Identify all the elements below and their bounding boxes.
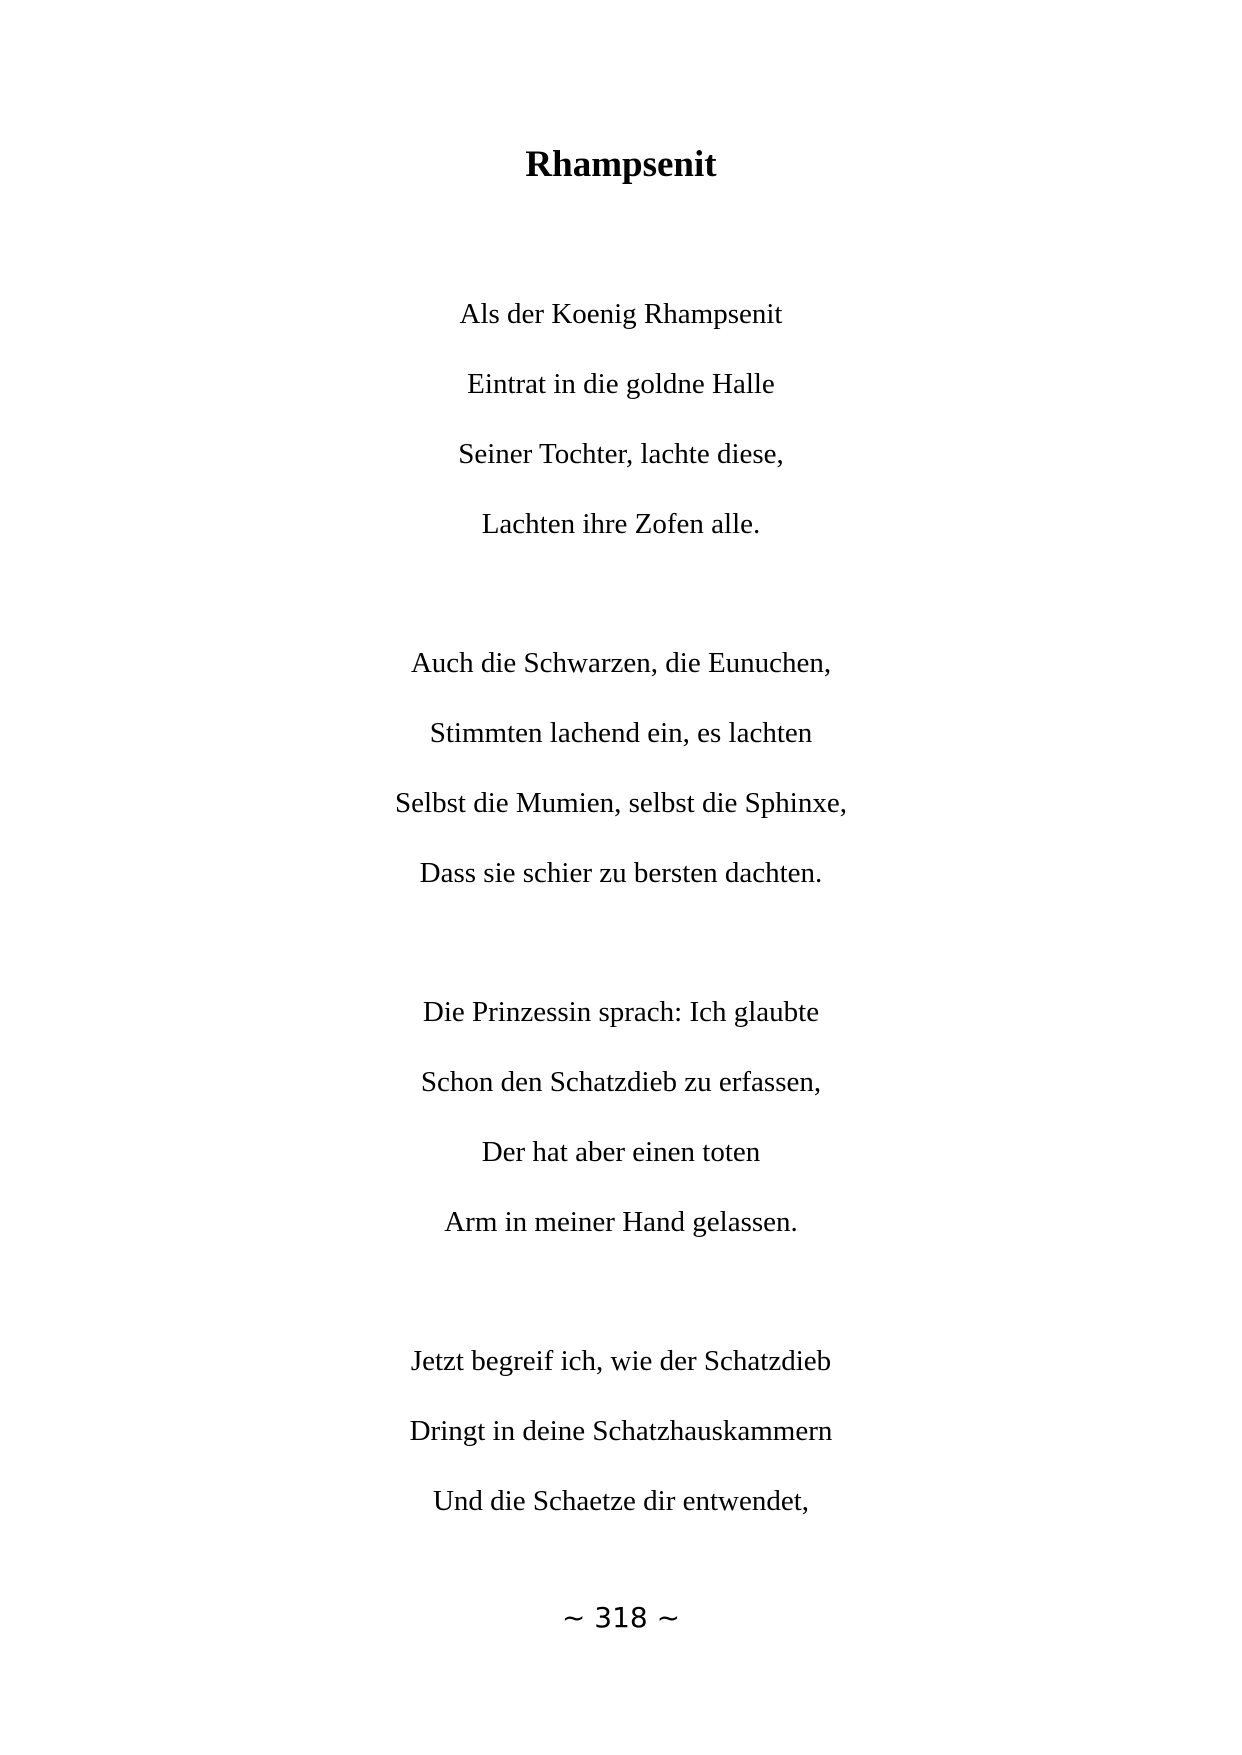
poem-line: Jetzt begreif ich, wie der Schatzdieb [410,1345,832,1377]
poem-line: Die Prinzessin sprach: Ich glaubte [422,996,820,1028]
poem-title: Rhampsenit [525,144,717,185]
poem-line: Dass sie schier zu bersten dachten. [419,857,823,889]
poem-line: Stimmten lachend ein, es lachten [429,717,813,749]
poem-line: Schon den Schatzdieb zu erfassen, [420,1066,822,1098]
poem-line: Selbst die Mumien, selbst die Sphinxe, [395,787,847,819]
poem-line: Dringt in deine Schatzhauskammern [409,1415,833,1447]
poem-line: Eintrat in die goldne Halle [467,368,775,400]
poem-line: Lachten ihre Zofen alle. [481,508,761,540]
poem-line: Der hat aber einen toten [481,1136,761,1168]
poem-line: Auch die Schwarzen, die Eunuchen, [410,647,832,679]
poem-line: Seiner Tochter, lachte diese, [458,438,784,470]
page-number: ~ 318 ~ [561,1601,681,1634]
poem-line: Und die Schaetze dir entwendet, [432,1485,810,1517]
poem-line: Als der Koenig Rhampsenit [459,298,783,330]
poem-line: Arm in meiner Hand gelassen. [444,1206,798,1238]
